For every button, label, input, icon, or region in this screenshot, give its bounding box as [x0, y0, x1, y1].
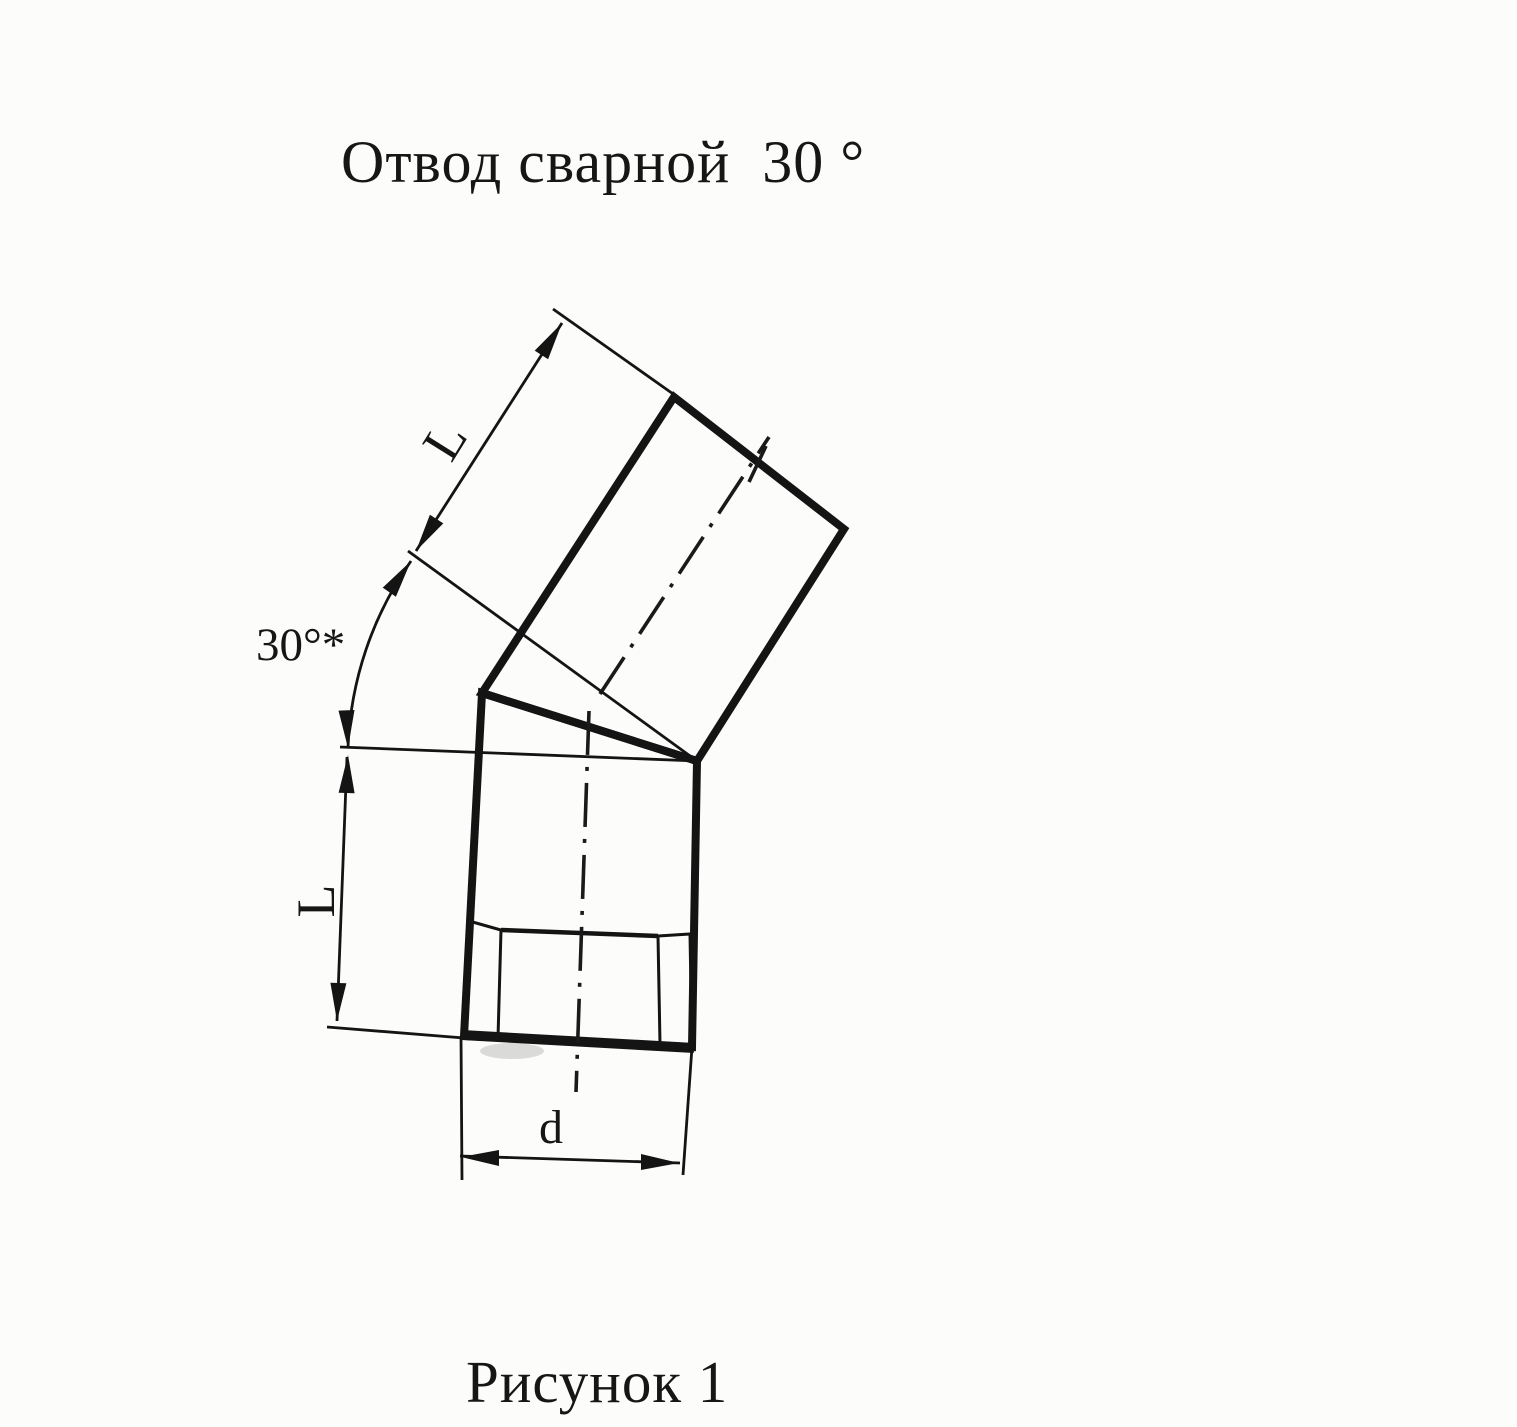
horizontal-reference-line [340, 747, 697, 761]
pipe-outline [462, 397, 844, 1048]
arrowhead-lower-L-top [339, 755, 355, 793]
angle-dimension-arc [348, 561, 411, 747]
d-extension-line-left [461, 1036, 462, 1180]
endface-extension-line [553, 309, 676, 396]
angle-label: 30°* [256, 619, 346, 671]
drawing-title: Отвод сварной 30 ° [341, 129, 866, 195]
scan-smudge [480, 1043, 544, 1059]
diameter-label: d [539, 1101, 563, 1154]
lower-centerline [576, 711, 589, 1092]
arrowhead-d-left [461, 1150, 499, 1166]
d-extension-line-right [683, 1047, 692, 1175]
inner-bore-line [501, 930, 658, 936]
lower-length-label: L [286, 884, 346, 918]
arrowhead-lower-L-bottom [330, 983, 346, 1021]
centerlines [576, 437, 769, 1092]
arrowhead-d-right [641, 1154, 679, 1170]
bottom-extension-line [327, 1027, 464, 1038]
upper-length-label: L [410, 410, 479, 471]
arrowhead-arc-top [383, 561, 411, 597]
right-wall-hatch [658, 934, 692, 1046]
figure-caption: Рисунок 1 [466, 1349, 729, 1415]
arrowhead-arc-bottom [339, 710, 355, 748]
arrowhead-upper-L-top [535, 323, 562, 359]
arrowhead-upper-L-bottom [416, 515, 443, 551]
